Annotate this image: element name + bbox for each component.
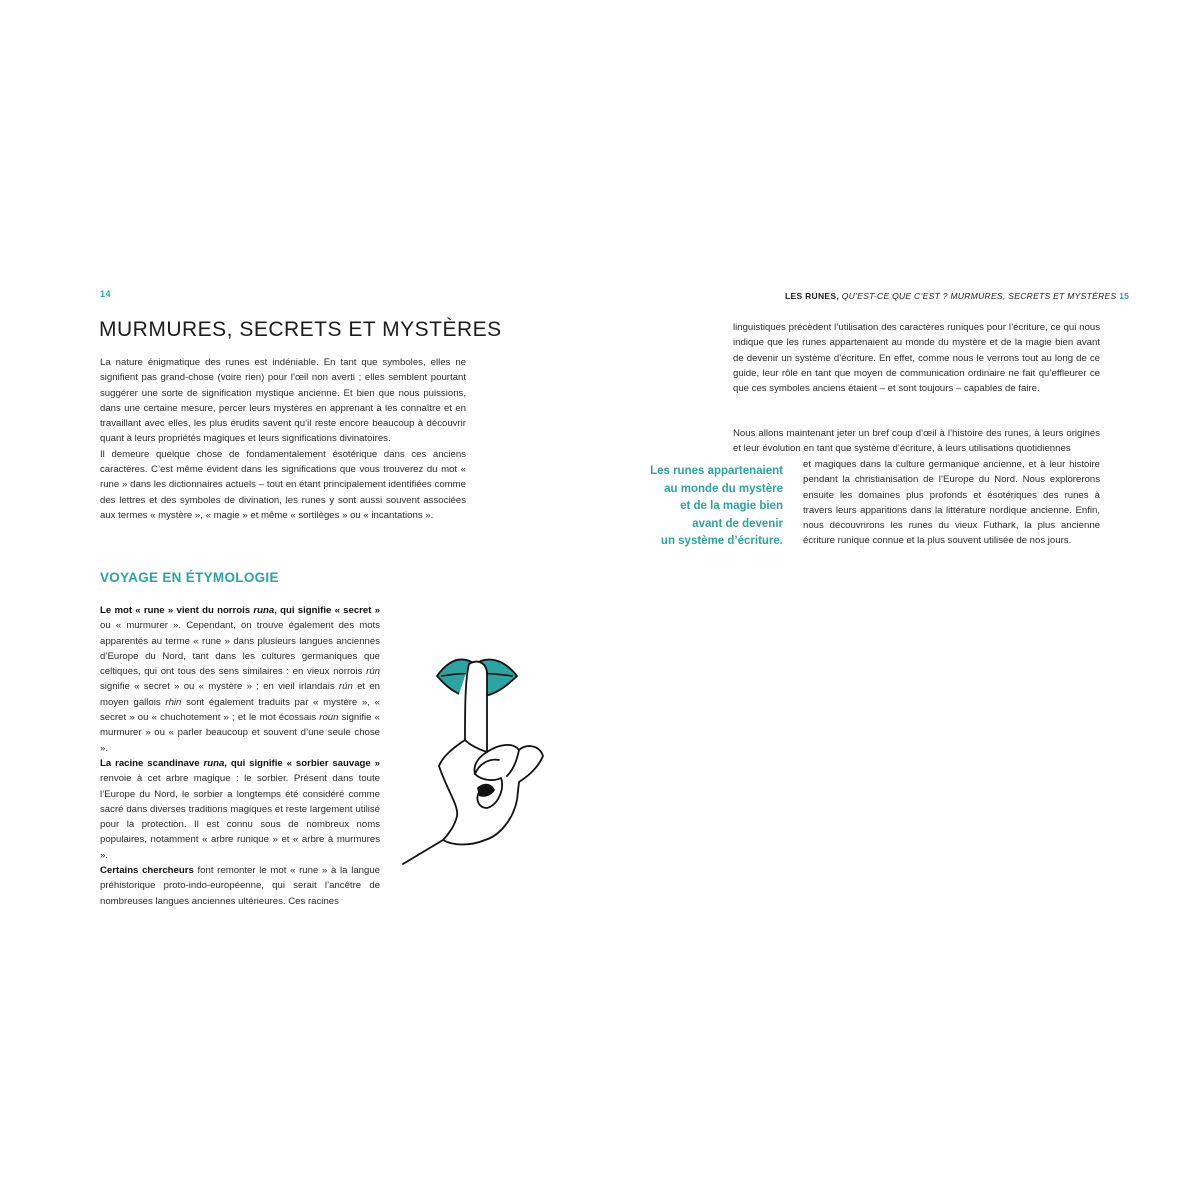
etymology-section	[100, 603, 380, 909]
etymology-paragraph-2: La racine scandinave runa, qui signifie « sorbier sauvage » renvoie à cet arbre magique : le sorbier. Présent dans toute l’Europe du Nord, le sorbier a longtemps été considéré comme sacré dans diverses traditions magiques et reste largement utilisé pour la protection. Il est connu sous de nombreux noms populaires, notamment « arbre runique » et « arbre à murmures ».	[100, 757, 380, 861]
pull-quote-line: et de la magie bien	[680, 500, 783, 512]
page-title: MURMURES, SECRETS ET MYSTÈRES	[99, 318, 502, 341]
etymology-paragraph-1: Le mot « rune » vient du norrois runa, qui signifie « secret » ou « murmurer ». Cependant, on trouve également des mots apparentés au terme « rune » dans plusieurs langues anciennes d’Europe du Nord, tant dans les cultures germaniques que celtiques, qui ont tous des sens similaires : en vieux norrois rún signifie « secret » ou « mystère » ; en vieil irlandais rún et en moyen gallois rhin sont également traduits par « mystère », « secret » ou « chuchotement » ; et le mot écossais roun signifie « murmurer » ou « parler beaucoup et souvent d’une seule chose ».	[100, 605, 381, 754]
page-number-left: 14	[100, 289, 112, 299]
etymology-lead-3: Certains chercheurs	[100, 865, 194, 877]
section-heading: VOYAGE EN ÉTYMOLOGIE	[100, 570, 279, 585]
right-paragraph-1-wrap	[733, 320, 1100, 396]
pull-quote-line: Les runes appartenaient	[650, 465, 783, 477]
etymology-lead-2: La racine scandinave runa, qui signifie « sorbier sauvage »	[100, 757, 380, 769]
etymology-paragraph-3: Certains chercheurs font remonter le mot « rune » à la langue préhistorique proto-indo-européenne, qui serait l’ancêtre de nombreuses langues anciennes ultérieures. Ces racines	[100, 865, 381, 907]
pull-quote	[620, 463, 783, 551]
etymology-lead-1: Le mot « rune » vient du norrois runa, qui signifie « secret »	[100, 605, 380, 616]
right-paragraph-2-top-wrap	[733, 426, 1100, 457]
pull-quote-line: un système d’écriture.	[660, 535, 783, 547]
hand-icon	[403, 662, 543, 864]
right-paragraph-2-col-wrap	[803, 457, 1100, 549]
page-number-right: 15	[1119, 291, 1130, 301]
right-paragraph-1: linguistiques précèdent l’utilisation des caractères runiques pour l’écriture, ce qui nous indique que les runes appartenaient au monde du mystère et de la magie bien avant de devenir un système d’écriture. En effet, comme nous le verrons tout au long de ce guide, leur rôle en tant que moyen de communication ordinaire ne fait qu’effleurer ce que ces symboles anciens étaient – et sont toujours – capables de faire.	[733, 322, 1100, 395]
intro-paragraph-2: Il demeure quelque chose de fondamentalement ésotérique dans ces anciens caractères. C’est même évident dans les significations que vous trouverez du mot « rune » dans les dictionnaires actuels – tout en étant principalement identifiées comme des lettres et des symboles de divination, les runes y sont aussi souvent associées aux termes « mystère », « magie » et même « sortilèges » ou « incantations ».	[100, 448, 466, 521]
intro-section	[100, 355, 466, 523]
right-paragraph-2-column: et magiques dans la culture germanique ancienne, et à leur histoire pendant la christianisation de l’Europe du Nord. Nous explorerons ensuite les domaines plus profonds et ésotériques des runes à travers leurs apparitions dans la littérature nordique ancienne. Enfin, nous découvrirons les runes du vieux Futhark, la plus ancienne écriture runique connue et la plus souvent utilisée de nos jours.	[803, 459, 1100, 547]
right-paragraph-2-top: Nous allons maintenant jeter un bref coup d’œil à l’histoire des runes, à leurs origines et leur évolution en tant que système d’écriture, à leurs utilisations quotidiennes	[733, 428, 1100, 455]
hand-shush-illustration	[395, 640, 555, 870]
pull-quote-line: au monde du mystère	[664, 482, 783, 495]
intro-paragraph-1: La nature énigmatique des runes est indéniable. En tant que symboles, elles ne signifient pas grand-chose (voire rien) pour l’œil non averti ; elles semblent pourtant suggérer une sorte de signification mystique ancienne. Et bien que nous puissions, dans une certaine mesure, percer leurs mystères en apprenant à les connaître et en travaillant avec elles, les plus érudits savent qu’il reste encore beaucoup à découvrir quant à leurs propriétés magiques et leurs significations divinatoires.	[100, 357, 466, 445]
pull-quote-line: avant de devenir	[692, 517, 783, 530]
running-head: LES RUNES, QU’EST-CE QUE C’EST ? MURMURES, SECRETS ET MYSTÈRES 15	[785, 291, 1130, 301]
